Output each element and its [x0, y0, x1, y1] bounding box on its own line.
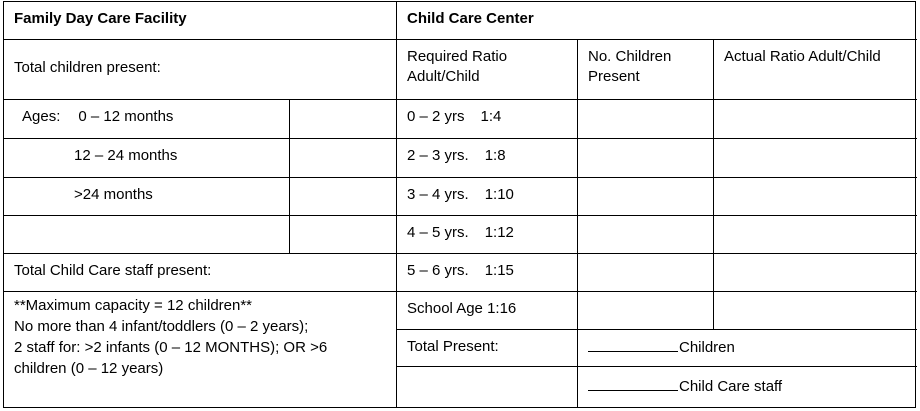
required-ratio-header-line2: Adult/Child: [407, 68, 480, 86]
empty-cell: [397, 367, 578, 407]
actual-ratio-field[interactable]: [714, 100, 917, 139]
staff-suffix: Child Care staff: [679, 378, 783, 395]
ratio-row-2-3-yrs: [397, 139, 578, 178]
children-count-field[interactable]: [578, 292, 714, 330]
ratio-row-0-2-yrs: [397, 100, 578, 139]
actual-ratio-field[interactable]: [714, 216, 917, 254]
child-care-ratio-form: [3, 1, 916, 408]
blank-count-cell[interactable]: [290, 216, 397, 254]
total-children-line[interactable]: [578, 330, 917, 367]
ages-row-0-12-months: [4, 100, 290, 139]
ratio-row-5-6-yrs: [397, 254, 578, 292]
notes-line: 2 staff for: >2 infants (0 – 12 MONTHS); OR >6: [14, 339, 328, 356]
ratio-row-3-4-yrs: [397, 178, 578, 216]
children-count-field[interactable]: [578, 139, 714, 178]
children-present-header-line1: No. Children: [588, 48, 672, 65]
age-range-label: 12 – 24 months: [4, 139, 290, 178]
notes-line: **Maximum capacity = 12 children**: [14, 297, 253, 314]
family-day-care-title: Family Day Care Facility: [4, 2, 397, 40]
child-care-center-title: Child Care Center: [397, 2, 917, 40]
children-count-field[interactable]: [578, 100, 714, 139]
ratio-value: 1:8: [484, 147, 506, 164]
actual-ratio-field[interactable]: [714, 139, 917, 178]
age-group-label: 0 – 2 yrs: [407, 108, 465, 125]
capacity-notes: [4, 292, 397, 407]
total-staff-label: Total Child Care staff present:: [4, 254, 397, 292]
age-group-label: 5 – 6 yrs.: [407, 262, 469, 279]
count-field-over-24-months[interactable]: [290, 178, 397, 216]
age-group-label: 2 – 3 yrs.: [407, 147, 469, 164]
children-present-header-line2: Present: [588, 68, 640, 86]
ratio-value: 1:10: [484, 186, 514, 203]
age-group-label: School Age: [407, 300, 483, 317]
age-range-label: 0 – 12 months: [78, 108, 174, 125]
ratio-row-school-age: [397, 292, 578, 330]
ratio-value: 1:16: [487, 300, 517, 317]
notes-line: No more than 4 infant/toddlers (0 – 2 years);: [14, 318, 309, 335]
required-ratio-header-line1: Required Ratio: [407, 48, 508, 65]
ratio-row-4-5-yrs: [397, 216, 578, 254]
age-group-label: 4 – 5 yrs.: [407, 224, 469, 241]
count-field-12-24-months[interactable]: [290, 139, 397, 178]
actual-ratio-field[interactable]: [714, 254, 917, 292]
total-present-label: Total Present:: [397, 330, 578, 367]
age-range-label: >24 months: [4, 178, 290, 216]
total-staff-line[interactable]: [578, 367, 917, 407]
actual-ratio-field[interactable]: [714, 292, 917, 330]
required-ratio-header: [397, 40, 578, 100]
count-field-0-12-months[interactable]: [290, 100, 397, 139]
ages-label: Ages:: [22, 108, 61, 125]
age-group-label: 3 – 4 yrs.: [407, 186, 469, 203]
actual-ratio-field[interactable]: [714, 178, 917, 216]
ratio-value: 1:12: [484, 224, 514, 241]
children-count-field[interactable]: [578, 254, 714, 292]
notes-line: children (0 – 12 years): [14, 360, 164, 377]
total-children-label: Total children present:: [4, 40, 397, 100]
blank-age-cell[interactable]: [4, 216, 290, 254]
actual-ratio-header: Actual Ratio Adult/Child: [714, 40, 917, 100]
total-staff-blank[interactable]: [588, 376, 678, 391]
ratio-value: 1:4: [480, 108, 502, 125]
children-count-field[interactable]: [578, 178, 714, 216]
children-present-header: [578, 40, 714, 100]
children-suffix: Children: [679, 339, 735, 356]
children-count-field[interactable]: [578, 216, 714, 254]
ratio-value: 1:15: [484, 262, 514, 279]
total-children-blank[interactable]: [588, 337, 678, 352]
